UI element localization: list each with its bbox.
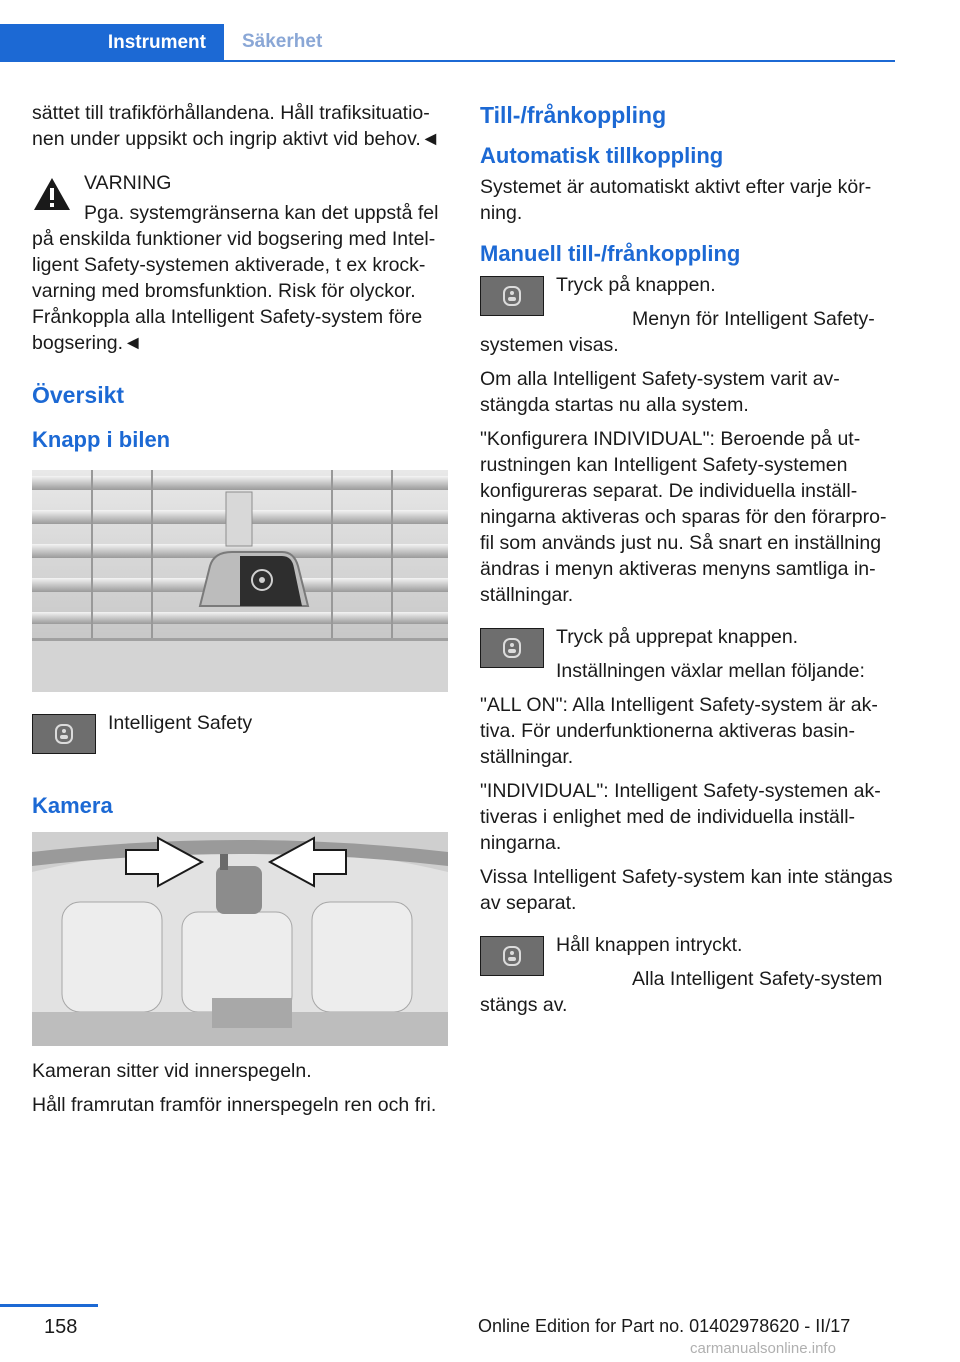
step2-action: Tryck på upprepat knappen.: [556, 626, 799, 648]
safety-button-icon: [480, 276, 544, 316]
configure-individual-text: "Konfigurera INDIVIDUAL": Beroende på ut-rustningen kan Intelligent Safety-systemen konfigureras separat. De individuella inställ-ningarna aktiveras och sparas för den förarpro-fil som används just nu. Så snart en inställning ändras i menyn aktiveras menyns samtliga in-ställningar.: [480, 428, 887, 606]
right-column: [480, 96, 896, 1026]
all-disabled-text: Om alla Intelligent Safety-system varit av-stängda startas nu alla system.: [480, 368, 840, 416]
warning-text: Pga. systemgränserna kan det uppstå fel på enskilda funktioner vid bogsering med Intel-ligent Safety-systemen aktiverade, t ex krock-varning med bromsfunktion. Risk för olyckor. Frånkoppla alla Intelligent Safety-system före bogsering.◄: [32, 202, 439, 354]
all-on-text: "ALL ON": Alla Intelligent Safety-system är ak-tiva. För underfunktionerna aktiveras basin-ställningar.: [480, 694, 878, 768]
footer-rule: [0, 1304, 98, 1307]
auto-text: Systemet är automatiskt aktivt efter varje kör-ning.: [480, 176, 872, 224]
camera-location-text: Kameran sitter vid innerspegeln.: [32, 1060, 312, 1082]
button-caption-row: [32, 710, 448, 762]
tab-instrument[interactable]: Instrument: [0, 24, 224, 62]
warning-icon: [32, 176, 72, 212]
warning-block: [32, 170, 448, 356]
step3-result: Alla Intelligent Safety-system stängs av.: [480, 968, 883, 1016]
watermark: carmanualsonline.info: [690, 1340, 836, 1357]
left-column: [32, 96, 448, 1126]
header-rule: [0, 60, 895, 62]
warning-title: VARNING: [84, 172, 172, 194]
step-press-repeatedly: [480, 624, 896, 692]
tab-sakerhet[interactable]: Säkerhet: [224, 24, 344, 60]
step3-action: Håll knappen intryckt.: [556, 934, 743, 956]
heading-manuell: Manuell till-/frånkoppling: [480, 241, 741, 266]
cannot-disable-text: Vissa Intelligent Safety-system kan inte stängas av separat.: [480, 866, 893, 914]
button-photo: [32, 470, 448, 692]
step2-result: Inställningen växlar mellan följande:: [556, 660, 865, 682]
step-hold-button: [480, 932, 896, 1026]
safety-button-icon: [480, 628, 544, 668]
safety-button-icon: [480, 936, 544, 976]
step1-result: Menyn för Intelligent Safety-systemen visas.: [480, 308, 875, 356]
intelligent-safety-button-icon: [32, 714, 96, 754]
camera-photo: [32, 832, 448, 1046]
button-caption: Intelligent Safety: [108, 712, 253, 734]
camera-clean-text: Håll framrutan framför innerspegeln ren och fri.: [32, 1094, 437, 1116]
step-press-button: [480, 272, 896, 366]
heading-kamera: Kamera: [32, 793, 113, 818]
heading-till-frankoppling: Till-/frånkoppling: [480, 102, 667, 128]
individual-text: "INDIVIDUAL": Intelligent Safety-systemen ak-tiveras i enlighet med de individuella inställ-ningarna.: [480, 780, 881, 854]
step1-action: Tryck på knappen.: [556, 274, 716, 296]
heading-automatisk-tillkoppling: Automatisk tillkoppling: [480, 143, 724, 168]
heading-oversikt: Översikt: [32, 382, 125, 408]
section-tabs: [0, 24, 895, 62]
intro-paragraph: sättet till trafikförhållandena. Håll trafiksituatio-nen under uppsikt och ingrip aktivt vid behov.◄: [32, 102, 441, 150]
edition-text: Online Edition for Part no. 01402978620 - II/17: [478, 1316, 851, 1336]
page-number: 158: [44, 1316, 78, 1338]
heading-knapp-i-bilen: Knapp i bilen: [32, 427, 171, 452]
